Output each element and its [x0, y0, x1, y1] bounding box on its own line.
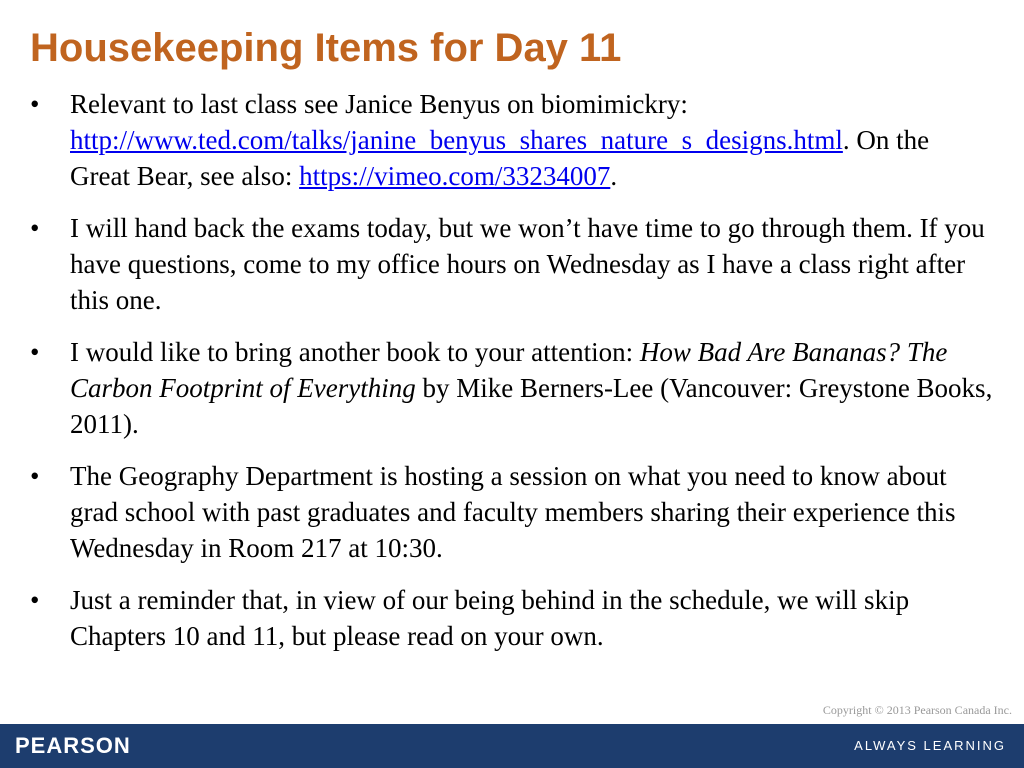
bullet-text: I will hand back the exams today, but we won’t have time to go through them. If you have questions, come to my office hours on Wednesday as I have a class right after this one.: [70, 213, 985, 315]
footer-tagline: ALWAYS LEARNING: [854, 738, 1006, 753]
bullet-dot: •: [30, 337, 40, 367]
bullet-dot: •: [30, 213, 40, 243]
book-title: How Bad Are Bananas? The Carbon Footprint of Everything: [70, 337, 948, 403]
pearson-logo: PEARSON: [15, 733, 131, 758]
bullet-item-chapters-reminder: [30, 582, 995, 654]
ted-talk-link[interactable]: http://www.ted.com/talks/janine_benyus_shares_nature_s_designs.html: [70, 125, 843, 155]
bullet-text: I would like to bring another book to your attention:: [70, 337, 640, 367]
bullet-item-exams: [30, 210, 995, 318]
bullet-text: .: [610, 161, 618, 191]
bullet-text: Just a reminder that, in view of our being behind in the schedule, we will skip Chapters 10 and 11, but please read on your own.: [70, 585, 910, 651]
bullet-text: Relevant to last class see Janice Benyus on biomimickry:: [70, 89, 688, 119]
vimeo-link[interactable]: https://vimeo.com/33234007: [299, 161, 611, 191]
bullet-dot: •: [30, 89, 40, 119]
bullet-item-book: [30, 334, 995, 442]
slide-title: Housekeeping Items for Day 11: [30, 26, 622, 70]
bullet-list: [30, 86, 995, 670]
copyright-notice: Copyright © 2013 Pearson Canada Inc.: [822, 703, 1012, 717]
footer-bar: [0, 724, 1024, 768]
bullet-text: The Geography Department is hosting a session on what you need to know about grad school with past graduates and faculty members sharing their experience this Wednesday in Room 217 at 10:30.: [70, 461, 956, 563]
bullet-text: . On the Great Bear, see also:: [70, 125, 930, 191]
bullet-dot: •: [30, 585, 40, 615]
bullet-dot: •: [30, 461, 40, 491]
bullet-item-ted-link: [30, 86, 995, 194]
bullet-item-geography-session: [30, 458, 995, 566]
bullet-text: by Mike Berners-Lee (Vancouver: Greystone Books, 2011).: [70, 373, 993, 439]
